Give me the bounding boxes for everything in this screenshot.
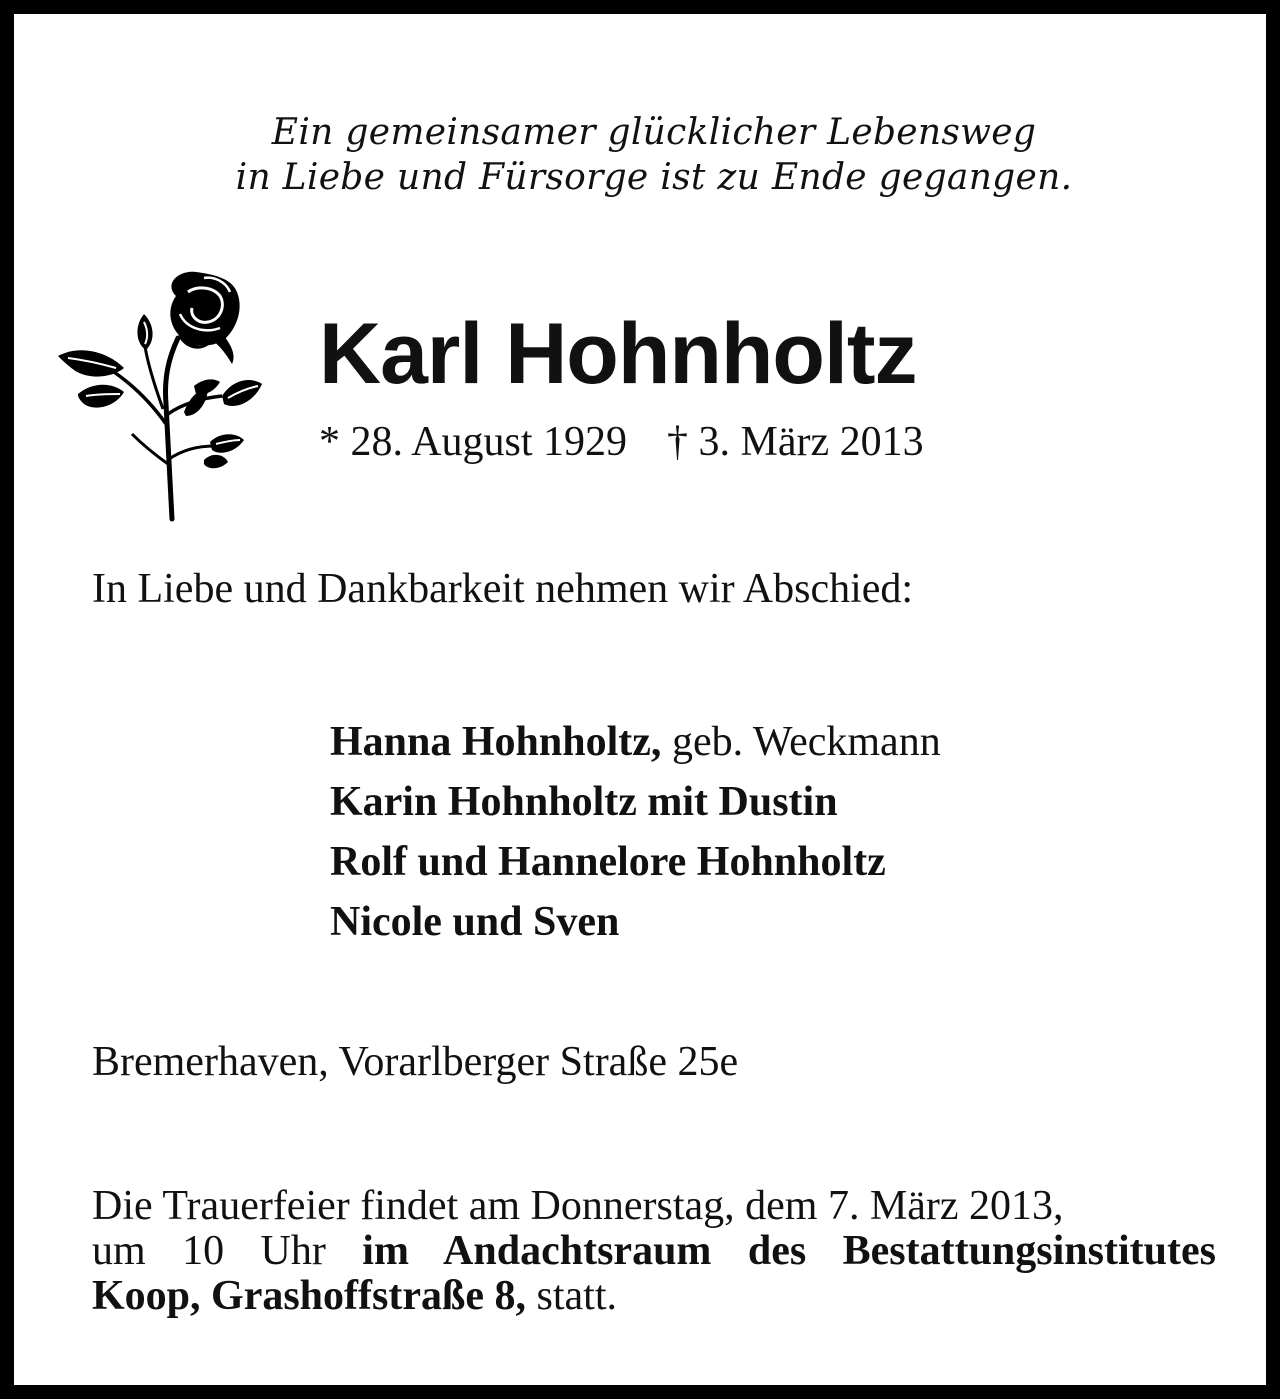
family-member bbox=[330, 712, 941, 772]
birth-date: * 28. August 1929 bbox=[319, 419, 628, 465]
motto bbox=[14, 110, 1280, 200]
ceremony-line bbox=[92, 1274, 1216, 1319]
family-member bbox=[330, 892, 941, 952]
motto-line: in Liebe und Fürsorge ist zu Ende gegangen. bbox=[235, 157, 1073, 198]
ceremony-line: Die Trauerfeier findet am Donnerstag, dem 7. März 2013, bbox=[92, 1183, 1064, 1229]
rose-icon bbox=[54, 264, 266, 526]
motto-line: Ein gemeinsamer glücklicher Lebensweg bbox=[271, 112, 1037, 153]
address: Bremerhaven, Vorarlberger Straße 25e bbox=[92, 1039, 739, 1085]
ceremony-venue: im Andachtsraum des Bestattungsinstitutes bbox=[362, 1228, 1216, 1274]
family-member-name: Karin Hohnholtz mit Dustin bbox=[330, 779, 838, 825]
family-member bbox=[330, 832, 941, 892]
family-member bbox=[330, 772, 941, 832]
deceased-name: Karl Hohnholtz bbox=[319, 306, 917, 402]
ceremony-notice bbox=[92, 1184, 1216, 1319]
family-member-name: Rolf und Hannelore Hohnholtz bbox=[330, 839, 886, 885]
death-date: † 3. März 2013 bbox=[667, 419, 924, 465]
farewell-line: In Liebe und Dankbarkeit nehmen wir Abschied: bbox=[92, 566, 914, 612]
life-dates bbox=[319, 418, 924, 466]
ceremony-line bbox=[92, 1229, 1216, 1274]
family-member-name: Nicole und Sven bbox=[330, 899, 620, 945]
family-member-name: Hanna Hohnholtz, bbox=[330, 719, 662, 765]
ceremony-location: Koop, Grashoffstraße 8, bbox=[92, 1273, 526, 1319]
ceremony-end: statt. bbox=[526, 1273, 617, 1319]
ceremony-time: um 10 Uhr bbox=[92, 1228, 363, 1274]
family-member-note: geb. Weckmann bbox=[661, 719, 941, 765]
family-list bbox=[330, 712, 941, 952]
